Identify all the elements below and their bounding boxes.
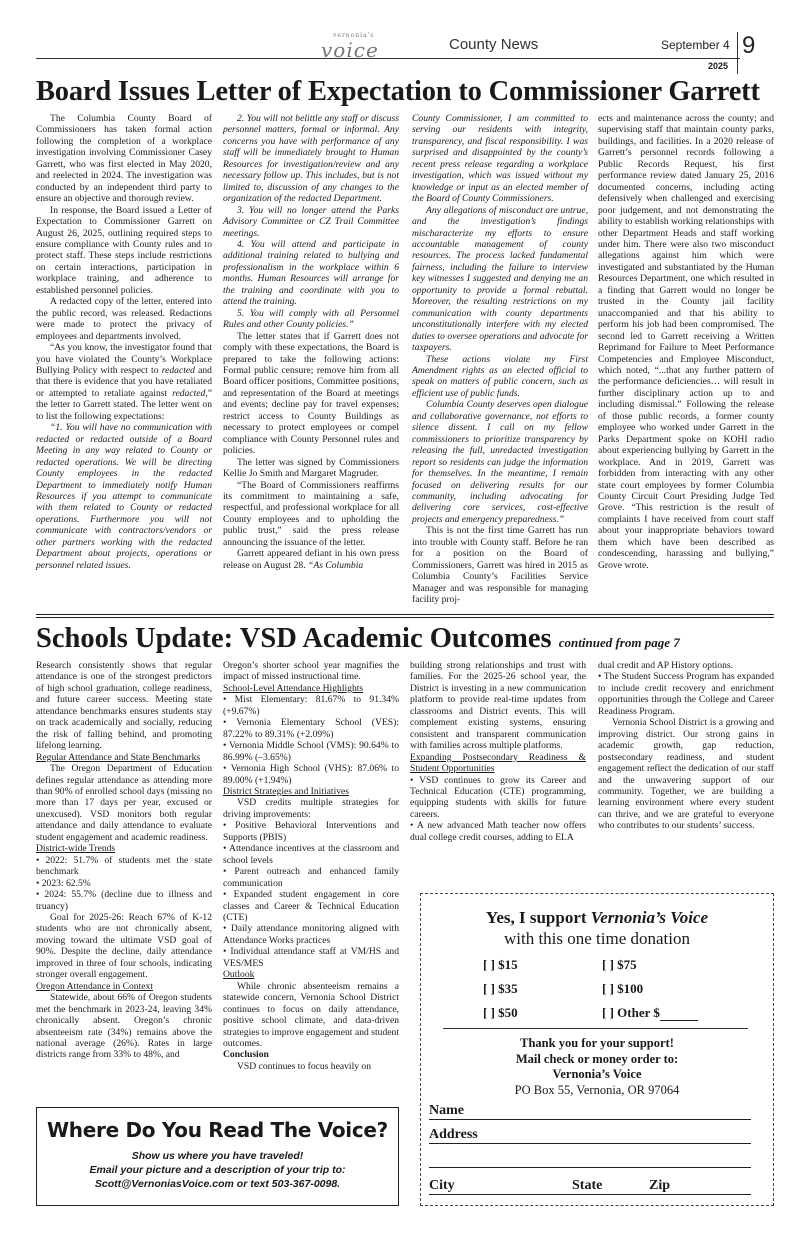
wdyr-title: Where Do You Read The Voice? xyxy=(47,1118,388,1142)
paragraph: Any allegations of misconduct are untrue, and the investigation’s findings mischaracterize my efforts to ensure accountable management of county resources. The process lacked fundamental fairness, including the failure to interview key witnesses I suggested and denying me an opportunity to provide a formal rebuttal. Moreover, the resulting restrictions on my communication with county departments unconstitutionally interfere with my elected duties to oversee operations and advocate for taxpayers. xyxy=(412,204,588,354)
list-item: • Vernonia High School (VHS): 87.06% to 89.00% (+1.94%) xyxy=(223,763,399,786)
address-line-2[interactable] xyxy=(429,1149,751,1168)
coupon-rule xyxy=(443,1028,748,1029)
wdyr-line2: Email your picture and a description of your trip to: xyxy=(89,1164,346,1176)
subhead: Expanding Postsecondary Readiness & Student Opportunities xyxy=(410,751,586,775)
name-field[interactable]: Name xyxy=(429,1101,751,1120)
paragraph: “As you know, the investigator found that you have violated the County’s Workplace Bullying Policy with respect to redacted and that there is evidence that you have retaliated or attempted to retaliate against redacted,” the letter to Garrett stated. The letter went on to list the following expectations: xyxy=(36,342,212,422)
paragraph: 3. You will no longer attend the Parks Advisory Committee or CZ Trail Committee meetings. xyxy=(223,204,399,239)
paragraph: This is not the first time Garrett has run into trouble with County staff. Before he ran for a position on the Board of Commissioners, Garrett was hired in 2015 as Columbia County’s Facilities Service Manager and was responsible for managing facility proj- xyxy=(412,525,588,606)
amount-50[interactable]: [ ] $50 xyxy=(483,1005,518,1020)
subhead: District-wide Trends xyxy=(36,843,116,855)
list-item: • Expanded student engagement in core classes and Career & Technical Education (CTE) xyxy=(223,889,399,923)
paragraph: The letter was signed by Commissioners Kellie Jo Smith and Margaret Magruder. xyxy=(223,456,399,480)
issue-date: September 4 xyxy=(661,38,730,52)
list-item: • Individual attendance staff at VM/HS and VES/MES xyxy=(223,946,399,969)
paragraph: A redacted copy of the letter, entered into the public record, was released. Redactions were made to protect the privacy of employees and departments involved. xyxy=(36,296,212,342)
subhead: Conclusion xyxy=(223,1049,269,1061)
paragraph: “The Board of Commissioners reaffirms its commitment to maintaining a safe, respectful, and professional workplace for all County employees and to upholding the public trust,” said the press release announcing the issuance of the letter. xyxy=(223,479,399,548)
donation-title: Yes, I support Vernonia’s Voice xyxy=(485,908,709,927)
story1-body xyxy=(36,113,774,605)
story1-col1 xyxy=(36,113,212,571)
list-item: • Vernonia Elementary School (VES): 87.22% to 89.31% (+2.09%) xyxy=(223,717,399,740)
subhead: Outlook xyxy=(223,969,255,981)
list-item: • Mist Elementary: 81.67% to 91.34% (+9.67%) xyxy=(223,694,399,717)
paragraph: 4. You will attend and participate in additional training related to bullying and professionalism in the workplace within 6 months. Human Resources will arrange for the training and coordinate with you to attend the training. xyxy=(223,238,399,308)
subhead: District Strategies and Initiatives xyxy=(223,785,350,797)
subhead: Regular Attendance and State Benchmarks xyxy=(36,751,201,763)
story1-col3 xyxy=(412,113,588,605)
page-number: 9 xyxy=(742,32,756,59)
where-do-you-read-box xyxy=(36,1107,399,1206)
donation-subtitle: with this one time donation xyxy=(503,929,691,948)
story2-col1: Research consistently shows that regular attendance is one of the strongest predictors of high school graduation, college readiness, and future career success. Meeting state attendance benchmarks ensures students stay on track academically and socially, reducing the risk of falling behind, and promoting lifelong learning. Regular Attendance and State Benchmarks The Oregon Department of Education defines regular attendance as attending more than 90% of enrolled school days (missing no more than 17 days per year, excused or unexcused). VSD monitors both regular attendance and daily attendance to evaluate student engagement and academic readiness. District-wide Trends • 2022: 51.7% of students met the state benchmark • 2023: 62.5% • 2024: 55.7% (decline due to illness and truancy) Goal for 2025-26: Reach 67% of K-12 students who are not chronically absent, moving toward the ultimate VSD goal of 90%. Despite the decline, daily attendance improved in three of four schools, indicating stronger overall engagement. Oregon Attendance in Context Statewide, about 66% of Oregon students met the benchmark in 2023-24, leaving 34% chronically absent. Oregon’s chronic absenteeism rate (34%) remains above the national average (26%). Rates in large districts range from 33% to 48%, and xyxy=(36,660,212,1061)
donation-coupon xyxy=(420,893,774,1206)
list-item: • The Student Success Program has expanded to include credit recovery and enrichment opportunities through the College and Career Readiness Program. xyxy=(598,671,774,717)
amount-100[interactable]: [ ] $100 xyxy=(602,981,644,996)
voice-logo: vernonia's voice xyxy=(321,32,379,62)
paragraph: 2. You will not belittle any staff or discuss personnel matters, formal or informal. Any concerns you have with performance of any staff will be immediately brought to Human Resources for investigation/review and any necessary follow up. This includes, but is not limited to, discussion of any changes to the organization of the redacted Department. xyxy=(223,113,399,205)
section-divider xyxy=(36,614,774,615)
paragraph: 5. You will comply with all Personnel Rules and other County policies.” xyxy=(223,307,399,331)
wdyr-contact[interactable]: Scott@VernoniasVoice.com or text 503-367-0098. xyxy=(94,1178,341,1190)
mailing-address: PO Box 55, Vernonia, OR 97064 xyxy=(514,1083,680,1097)
masthead-rule xyxy=(36,58,740,59)
list-item: • Positive Behavioral Interventions and Supports (PBIS) xyxy=(223,820,399,843)
address-field[interactable]: Address xyxy=(429,1125,751,1144)
paragraph: The letter states that if Garrett does not comply with these expectations, the Board is prepared to take the following actions: Formal public censure; remove him from all Board officer positions, Committee positions, and representation of the Board at meetings and events; decline pay for travel expenses; restrict access to County Buildings as necessary to protect employees or compel compliance with County Personnel rules and policies. xyxy=(223,330,399,457)
story1-headline: Board Issues Letter of Expectation to Commissioner Garrett xyxy=(36,76,760,107)
city-state-zip-field[interactable]: City State Zip xyxy=(429,1176,751,1195)
amount-other[interactable]: [ ] Other $ xyxy=(602,1005,698,1021)
list-item: • Daily attendance monitoring aligned with Attendance Works practices xyxy=(223,923,399,946)
story1-col4 xyxy=(598,113,774,571)
paragraph: “1. You will have no communication with redacted or redacted outside of a Board Meeting in any way related to County or redacted operations. We will be directing County employees in the redacted Department to immediately notify Human Resources if you attempt to communicate with them related to County or redacted operations. Furthermore you will not communicate with contractors/vendors or other partners working with the redacted Department about projects, operations or personnel related issues. xyxy=(36,422,212,571)
amount-75[interactable]: [ ] $75 xyxy=(602,957,637,972)
amount-35[interactable]: [ ] $35 xyxy=(483,981,518,996)
list-item: • VSD continues to grow its Career and Technical Education (CTE) programming, equipping students with skills for future careers. xyxy=(410,774,586,820)
list-item: • 2024: 55.7% (decline due to illness and truancy) xyxy=(36,889,212,912)
masthead xyxy=(36,30,774,74)
list-item: • A new advanced Math teacher now offers dual college credit courses, adding to ELA xyxy=(410,820,586,843)
paragraph: In response, the Board issued a Letter of Expectation to Commissioner Garrett on August 26, 2025, outlining required steps to ensure compliance with County rules and to protect staff. These steps include restrictions on certain interactions, participation in workplace training, and adherence to established personnel policies. xyxy=(36,204,212,296)
paragraph: The Columbia County Board of Commissioners has taken formal action following the completion of a workplace investigation involving Commissioner Casey Garrett, who was first elected in May 2020, and reelected in 2024. The investigation was conducted by an independent third party to ensure an objective and thorough review. xyxy=(36,113,212,205)
thanks-text: Thank you for your support! Mail check or money order to: Vernonia’s Voice xyxy=(515,1036,679,1081)
section-divider xyxy=(36,617,774,618)
paragraph: Columbia County deserves open dialogue and collaborative governance, not efforts to silence dissent. I call on my fellow commissioners to prioritize transparency by releasing the full, unredacted investigation report so residents can judge the information for themselves. In the meantime, I remain focused on delivering results for our community, including advocating for delivering core services, cost-effective projects and emergency preparedness.” xyxy=(412,399,588,525)
list-item: • Vernonia Middle School (VMS): 90.64% to 86.99% (–3.65%) xyxy=(223,740,399,763)
paragraph: ects and maintenance across the county; and supervising staff that maintain county parks, buildings, and facilities. In a 2020 release of Garrett’s personnel records following a Public Records Request, his first performance review dated January 25, 2016 documented concerns, including acting defensively when challenged and exercising poor judgement, and not demonstrating the ability to establish working relationships with other Department Heads and staff working under him. There were also two misconduct allegations against him which were investigated and substantiated by the Human Resources Department, one which resulted in a finding that Garrett would no longer be trusted in the County jail facility unaccompanied and that his ability to perform his job had been compromised. The second led to Garrett receiving a Written Reprimand for Failure to Meet Performance Competencies and Employee Misconduct, which noted, “...that any further pattern of the performance deficiencies… will result in further disciplinary action up to and including dismissal.” Following the release of those public records, a former county employee who worked under Garrett in the Parks Department spoke on KOHI radio about experiencing bullying by Garrett in the workplace. And in 2019, Garrett was forbidden from interacting with any other state court employees by former Columbia County Circuit Court Presiding Judge Ted Grove. “This restriction is the result of complaints I have received from court staff about your inappropriate behaviors toward them which have been described as condescending, harassing and bullying,” Grove wrote. xyxy=(598,113,774,571)
paragraph: Garrett appeared defiant in his own press release on August 28. “As Columbia xyxy=(223,548,399,571)
story2-col2: Oregon’s shorter school year magnifies the impact of missed instructional time. School-Level Attendance Highlights • Mist Elementary: 81.67% to 91.34% (+9.67%) • Vernonia Elementary School (VES): 87.22% to 89.31% (+2.09%) • Vernonia Middle School (VMS): 90.64% to 86.99% (–3.65%) • Vernonia High School (VHS): 87.06% to 89.00% (+1.94%) District Strategies and Initiatives VSD credits multiple strategies for driving improvements: • Positive Behavioral Interventions and Supports (PBIS) • Attendance incentives at the classroom and school levels • Parent outreach and enhanced family communication • Expanded student engagement in core classes and Career & Technical Education (CTE) • Daily attendance monitoring aligned with Attendance Works practices • Individual attendance staff at VM/HS and VES/MES Outlook While chronic absenteeism remains a statewide concern, Vernonia School District continues to focus on daily attendance, positive school climate, and data-driven strategies to improve engagement and student outcomes. Conclusion VSD continues to focus heavily on xyxy=(223,660,399,1072)
list-item: • Parent outreach and enhanced family communication xyxy=(223,866,399,889)
paragraph: These actions violate my First Amendment rights as an elected official to speak on matters of public concern, such as efficient use of public funds. xyxy=(412,353,588,399)
list-item: • 2023: 62.5% xyxy=(36,877,91,889)
section-name: County News xyxy=(449,36,539,53)
subhead: School-Level Attendance Highlights xyxy=(223,682,364,694)
paragraph: County Commissioner, I am committed to serving our residents with integrity, transparency, and fiscal responsibility. I was surprised and disappointed by the county’s recent press release regarding a workplace investigation, which was issued without my knowledge or input as an elected member of the Board of County Commissioners. xyxy=(412,113,588,205)
story2-col3: building strong relationships and trust with families. For the 2025-26 school year, the District is investing in a new communication platform to provide real-time updates from classrooms and District events. This will complement existing systems, ensuring consistent and transparent communication with families across multiple platforms. Expanding Postsecondary Readiness & Student Opportunities • VSD continues to grow its Career and Technical Education (CTE) programming, equipping students with skills for future careers. • A new advanced Math teacher now offers dual college credit courses, adding to ELA xyxy=(410,660,586,843)
story1-col2 xyxy=(223,113,399,571)
continued-note: continued from page 7 xyxy=(558,635,680,650)
list-item: • Attendance incentives at the classroom and school levels xyxy=(223,843,399,866)
masthead-divider xyxy=(737,32,738,74)
amount-15[interactable]: [ ] $15 xyxy=(483,957,518,972)
story2-col4: dual credit and AP History options. • The Student Success Program has expanded to include credit recovery and enrichment opportunities through the College and Career Readiness Program. Vernonia School District is a growing and improving district. Our strong gains in academic growth, gap reduction, postsecondary readiness, and student engagement reflect the dedication of our staff and the unwavering support of our community. Together, we are building a learning environment where every student can thrive, and we are grateful to everyone who contributes to our students’ success. xyxy=(598,660,774,832)
list-item: • 2022: 51.7% of students met the state benchmark xyxy=(36,854,212,878)
issue-year: 2025 xyxy=(708,61,729,71)
subhead: Oregon Attendance in Context xyxy=(36,980,153,992)
wdyr-line1: Show us where you have traveled! xyxy=(131,1150,304,1162)
story2-headline: Schools Update: VSD Academic Outcomes continued from page 7 xyxy=(36,623,680,654)
